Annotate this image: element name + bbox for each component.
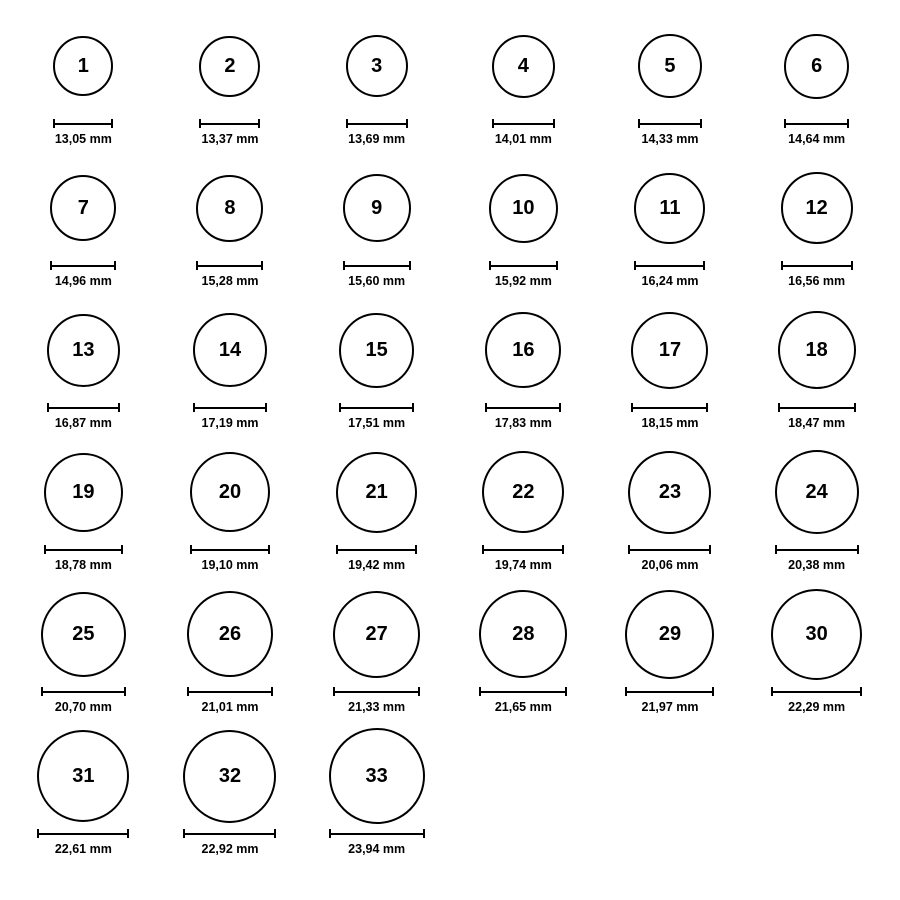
ring-diameter-label: 21,01 mm — [201, 700, 259, 714]
ring-diameter-label: 20,38 mm — [788, 558, 846, 572]
diameter-caliper-icon — [183, 828, 276, 838]
ring-size-cell[interactable] — [303, 728, 450, 870]
ring-circle[interactable] — [329, 728, 425, 824]
ring-circle-wrap — [625, 586, 714, 682]
ring-diameter-label: 13,05 mm — [54, 132, 112, 146]
ring-circle[interactable] — [47, 314, 120, 387]
diameter-caliper-icon — [199, 118, 260, 128]
ring-size-cell[interactable] — [743, 444, 890, 586]
ring-circle-wrap — [37, 728, 129, 824]
ring-diameter-label: 21,65 mm — [494, 700, 552, 714]
ring-circle-wrap — [339, 302, 414, 398]
ring-diameter-label: 15,92 mm — [494, 274, 552, 288]
diameter-caliper-icon — [193, 402, 267, 412]
ring-size-number: 13 — [72, 339, 95, 361]
diameter-caliper-icon — [492, 118, 555, 128]
ring-size-cell[interactable] — [450, 160, 597, 302]
diameter-caliper-icon — [628, 544, 711, 554]
ring-diameter-label: 22,61 mm — [54, 842, 112, 856]
ring-size-number: 18 — [805, 339, 828, 361]
ring-circle-wrap — [199, 18, 260, 114]
diameter-caliper-icon — [196, 260, 263, 270]
ring-size-number: 19 — [72, 481, 95, 503]
ring-diameter-label: 17,83 mm — [494, 416, 552, 430]
ring-circle[interactable] — [187, 591, 273, 677]
ring-size-number: 29 — [658, 623, 682, 645]
ring-circle[interactable] — [778, 311, 856, 389]
ring-size-cell[interactable] — [10, 444, 157, 586]
ring-circle[interactable] — [346, 35, 408, 97]
diameter-caliper-icon — [778, 402, 856, 412]
ring-circle[interactable] — [343, 174, 411, 242]
ring-diameter-label: 21,97 mm — [641, 700, 699, 714]
ring-size-number: 5 — [664, 55, 676, 77]
ring-size-cell[interactable] — [303, 444, 450, 586]
diameter-caliper-icon — [329, 828, 425, 838]
diameter-caliper-icon — [482, 544, 564, 554]
diameter-caliper-icon — [638, 118, 702, 128]
diameter-caliper-icon — [50, 260, 116, 270]
ring-circle[interactable] — [333, 591, 420, 678]
ring-size-number: 8 — [224, 197, 236, 219]
diameter-caliper-icon — [41, 686, 126, 696]
ring-circle[interactable] — [485, 312, 561, 388]
ring-diameter-label: 14,01 mm — [494, 132, 552, 146]
ring-circle-wrap — [343, 160, 411, 256]
ring-size-cell[interactable] — [10, 728, 157, 870]
ring-circle-wrap — [482, 444, 564, 540]
ring-size-number: 1 — [77, 55, 89, 77]
ring-size-cell[interactable] — [450, 586, 597, 728]
ring-circle[interactable] — [479, 590, 567, 678]
diameter-caliper-icon — [631, 402, 708, 412]
ring-size-number: 3 — [371, 55, 383, 77]
ring-circle-wrap — [628, 444, 711, 540]
ring-circle[interactable] — [638, 34, 702, 98]
diameter-caliper-icon — [781, 260, 853, 270]
ring-circle[interactable] — [41, 592, 126, 677]
diameter-caliper-icon — [53, 118, 113, 128]
ring-size-cell[interactable] — [10, 160, 157, 302]
diameter-caliper-icon — [343, 260, 411, 270]
ring-size-cell[interactable] — [597, 586, 744, 728]
ring-size-cell[interactable] — [597, 444, 744, 586]
ring-circle-wrap — [44, 444, 123, 540]
ring-circle[interactable] — [44, 453, 123, 532]
diameter-caliper-icon — [44, 544, 123, 554]
ring-diameter-label: 17,19 mm — [201, 416, 259, 430]
ring-circle-wrap — [329, 728, 425, 824]
ring-size-number: 2 — [224, 55, 236, 77]
ring-circle-wrap — [183, 728, 276, 824]
ring-circle[interactable] — [784, 34, 849, 99]
ring-size-number: 32 — [218, 765, 242, 787]
diameter-caliper-icon — [47, 402, 120, 412]
ring-circle-wrap — [781, 160, 853, 256]
ring-circle[interactable] — [190, 452, 270, 532]
diameter-caliper-icon — [775, 544, 859, 554]
ring-circle[interactable] — [628, 451, 711, 534]
ring-circle-wrap — [489, 160, 558, 256]
ring-size-cell[interactable] — [450, 302, 597, 444]
ring-circle[interactable] — [53, 36, 113, 96]
ring-size-number: 27 — [365, 623, 388, 645]
ring-size-number: 7 — [77, 197, 89, 219]
ring-size-number: 14 — [218, 339, 242, 361]
ring-diameter-label: 19,74 mm — [494, 558, 552, 572]
ring-size-cell[interactable] — [10, 302, 157, 444]
ring-size-cell[interactable] — [157, 302, 304, 444]
ring-size-number: 22 — [512, 481, 535, 503]
ring-circle-wrap — [53, 18, 113, 114]
ring-size-number: 31 — [72, 765, 95, 787]
ring-size-number: 6 — [811, 55, 823, 77]
ring-size-cell[interactable] — [157, 728, 304, 870]
ring-size-cell[interactable] — [743, 302, 890, 444]
ring-size-cell[interactable] — [157, 160, 304, 302]
ring-circle-wrap — [187, 586, 273, 682]
ring-circle-wrap — [492, 18, 555, 114]
ring-diameter-label: 14,33 mm — [641, 132, 699, 146]
diameter-caliper-icon — [771, 686, 862, 696]
ring-diameter-label: 15,28 mm — [201, 274, 259, 288]
ring-size-number: 24 — [805, 481, 828, 503]
diameter-caliper-icon — [190, 544, 270, 554]
ring-circle[interactable] — [336, 452, 417, 533]
ring-circle-wrap — [784, 18, 849, 114]
ring-size-number: 15 — [365, 339, 388, 361]
ring-circle-wrap — [47, 302, 120, 398]
ring-circle-wrap — [190, 444, 270, 540]
diameter-caliper-icon — [339, 402, 414, 412]
ring-diameter-label: 18,15 mm — [641, 416, 699, 430]
ring-circle-wrap — [778, 302, 856, 398]
ring-circle[interactable] — [489, 174, 558, 243]
ring-size-cell[interactable] — [597, 302, 744, 444]
ring-diameter-label: 20,06 mm — [641, 558, 699, 572]
ring-diameter-label: 18,78 mm — [54, 558, 112, 572]
ring-size-number: 23 — [658, 481, 682, 503]
ring-circle-wrap — [479, 586, 567, 682]
ring-diameter-label: 22,29 mm — [788, 700, 846, 714]
diameter-caliper-icon — [336, 544, 417, 554]
ring-size-cell[interactable] — [743, 18, 890, 160]
ring-diameter-label: 19,42 mm — [348, 558, 406, 572]
ring-circle[interactable] — [37, 730, 129, 822]
ring-size-number: 12 — [805, 197, 828, 219]
ring-diameter-label: 15,60 mm — [348, 274, 406, 288]
ring-diameter-label: 17,51 mm — [348, 416, 406, 430]
diameter-caliper-icon — [489, 260, 558, 270]
ring-circle-wrap — [41, 586, 126, 682]
ring-circle-wrap — [485, 302, 561, 398]
diameter-caliper-icon — [346, 118, 408, 128]
ring-circle-wrap — [50, 160, 116, 256]
ring-size-cell[interactable] — [743, 586, 890, 728]
diameter-caliper-icon — [634, 260, 705, 270]
ring-diameter-label: 14,64 mm — [788, 132, 846, 146]
ring-size-number: 21 — [365, 481, 388, 503]
ring-circle-wrap — [333, 586, 420, 682]
ring-circle-wrap — [346, 18, 408, 114]
ring-circle-wrap — [634, 160, 705, 256]
ring-circle[interactable] — [199, 36, 260, 97]
ring-size-cell[interactable] — [10, 586, 157, 728]
diameter-caliper-icon — [187, 686, 273, 696]
ring-diameter-label: 19,10 mm — [201, 558, 259, 572]
ring-circle-wrap — [775, 444, 859, 540]
ring-diameter-label: 23,94 mm — [348, 842, 406, 856]
ring-size-number: 28 — [512, 623, 535, 645]
ring-size-cell[interactable] — [743, 160, 890, 302]
ring-circle-wrap — [193, 302, 267, 398]
ring-circle[interactable] — [492, 35, 555, 98]
ring-circle-wrap — [771, 586, 862, 682]
ring-diameter-label: 20,70 mm — [54, 700, 112, 714]
ring-circle[interactable] — [781, 172, 853, 244]
ring-size-number: 26 — [218, 623, 242, 645]
ring-diameter-label: 16,24 mm — [641, 274, 699, 288]
diameter-caliper-icon — [485, 402, 561, 412]
ring-size-cell[interactable] — [597, 160, 744, 302]
ring-circle[interactable] — [50, 175, 116, 241]
ring-size-number: 20 — [218, 481, 242, 503]
ring-size-cell[interactable] — [450, 444, 597, 586]
diameter-caliper-icon — [333, 686, 420, 696]
ring-diameter-label: 13,37 mm — [201, 132, 259, 146]
ring-size-number: 33 — [365, 765, 388, 787]
ring-size-number: 4 — [517, 55, 529, 77]
ring-diameter-label: 21,33 mm — [348, 700, 406, 714]
ring-size-grid — [10, 18, 890, 870]
diameter-caliper-icon — [479, 686, 567, 696]
ring-size-cell[interactable] — [157, 18, 304, 160]
diameter-caliper-icon — [784, 118, 849, 128]
ring-circle[interactable] — [193, 313, 267, 387]
ring-circle-wrap — [336, 444, 417, 540]
ring-size-cell[interactable] — [450, 18, 597, 160]
ring-size-cell[interactable] — [303, 302, 450, 444]
ring-circle[interactable] — [634, 173, 705, 244]
diameter-caliper-icon — [37, 828, 129, 838]
ring-size-cell[interactable] — [157, 586, 304, 728]
ring-circle[interactable] — [625, 590, 714, 679]
ring-diameter-label: 13,69 mm — [348, 132, 406, 146]
ring-size-number: 30 — [805, 623, 828, 645]
ring-size-cell[interactable] — [303, 160, 450, 302]
ring-diameter-label: 16,56 mm — [788, 274, 846, 288]
ring-size-number: 9 — [371, 197, 383, 219]
ring-circle-wrap — [638, 18, 702, 114]
ring-size-number: 17 — [658, 339, 682, 361]
ring-circle-wrap — [196, 160, 263, 256]
ring-circle[interactable] — [775, 450, 859, 534]
ring-circle-wrap — [631, 302, 708, 398]
ring-size-cell[interactable] — [597, 18, 744, 160]
ring-size-number: 25 — [72, 623, 95, 645]
ring-diameter-label: 14,96 mm — [54, 274, 112, 288]
ring-circle[interactable] — [183, 730, 276, 823]
ring-circle[interactable] — [631, 312, 708, 389]
ring-circle[interactable] — [339, 313, 414, 388]
ring-size-cell[interactable] — [10, 18, 157, 160]
ring-circle[interactable] — [196, 175, 263, 242]
ring-size-number: 11 — [659, 197, 681, 219]
ring-circle[interactable] — [771, 589, 862, 680]
ring-diameter-label: 22,92 mm — [201, 842, 259, 856]
ring-size-number: 10 — [512, 197, 535, 219]
ring-size-cell[interactable] — [157, 444, 304, 586]
ring-diameter-label: 16,87 mm — [54, 416, 112, 430]
ring-size-cell[interactable] — [303, 18, 450, 160]
ring-diameter-label: 18,47 mm — [788, 416, 846, 430]
diameter-caliper-icon — [625, 686, 714, 696]
ring-size-number: 16 — [512, 339, 535, 361]
ring-size-cell[interactable] — [303, 586, 450, 728]
ring-circle[interactable] — [482, 451, 564, 533]
